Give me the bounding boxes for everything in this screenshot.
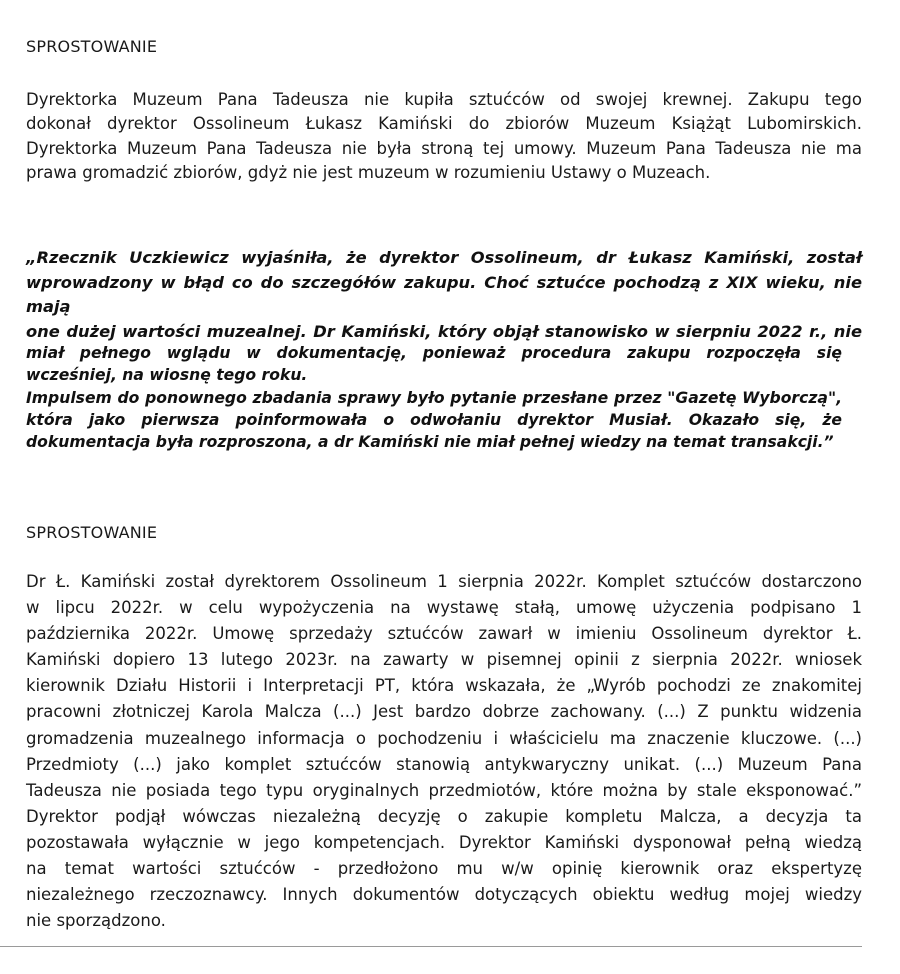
quote-b-line: dokumentacja była rozproszona, a dr Kamiński nie miał pełnej wiedzy na temat transakcji.”	[26, 433, 834, 452]
paragraph-2-line: gromadzenia muzealnego informacja o pochodzeniu i właścicielu ma znaczenie kluczowe. (...)	[26, 728, 862, 748]
quote-b-line: miał pełnego wglądu w dokumentację, ponieważ procedura zakupu rozpoczęła się	[26, 344, 842, 362]
paragraph-2-line: pracowni złotniczej Karola Malcza (...) Jest bardzo dobrze zachowany. (...) Z punktu widzenia	[26, 702, 862, 722]
paragraph-1-line: prawa gromadzić zbiorów, gdyż nie jest muzeum w rozumieniu Ustawy o Muzeach.	[26, 162, 711, 182]
paragraph-2-line: Przedmioty (...) jako komplet sztućców stanowią antykwaryczny unikat. (...) Muzeum Pana	[26, 754, 862, 774]
paragraph-2-line: pozostawała wyłącznie w jego kompetencjach. Dyrektor Kamiński dysponował pełną wiedzą	[26, 832, 862, 852]
paragraph-1-line: Dyrektorka Muzeum Pana Tadeusza nie była stroną tej umowy. Muzeum Pana Tadeusza nie ma	[26, 138, 862, 158]
heading-sprostowanie-2: SPROSTOWANIE	[26, 523, 158, 542]
paragraph-1	[26, 88, 862, 185]
paragraph-2-line: w lipcu 2022r. w celu wypożyczenia na wystawę stałą, umowę użyczenia podpisano 1	[26, 598, 862, 618]
quote-b-line: Impulsem do ponownego zbadania sprawy było pytanie przesłane przez "Gazetę Wyborczą",	[26, 388, 842, 407]
paragraph-2-line: października 2022r. Umowę sprzedaży sztućców zawarł w imieniu Ossolineum dyrektor Ł.	[26, 624, 862, 644]
quote-part-b	[26, 342, 842, 453]
quote-b-line: wcześniej, na wiosnę tego roku.	[26, 366, 308, 385]
paragraph-2-line: kierownik Działu Historii i Interpretacji PT, która wskazała, że „Wyrób pochodzi ze znakomitej	[26, 676, 862, 696]
paragraph-2-line: Kamiński dopiero 13 lutego 2023r. na zawarty w pisemnej opinii z sierpnia 2022r. wniosek	[26, 650, 862, 670]
paragraph-2-line: Dyrektor podjął wówczas niezależną decyzję o zakupie kompletu Malcza, a decyzja ta	[26, 806, 862, 826]
quote-part-a	[26, 246, 862, 344]
paragraph-2-line: nie sporządzono.	[26, 911, 166, 931]
quote-a-line: „Rzecznik Uczkiewicz wyjaśniła, że dyrektor Ossolineum, dr Łukasz Kamiński, został	[26, 248, 862, 267]
paragraph-2-line: na temat wartości sztućców - przedłożono mu w/w opinię kierownik oraz ekspertyzę	[26, 859, 862, 879]
quote-a-line: one dużej wartości muzealnej. Dr Kamiński, który objął stanowisko w sierpniu 2022 r., nie	[26, 321, 862, 341]
paragraph-2	[26, 569, 862, 934]
paragraph-1-line: dokonał dyrektor Ossolineum Łukasz Kamiński do zbiorów Muzeum Książąt Lubomirskich.	[26, 114, 862, 134]
paragraph-2-line: niezależnego rzeczoznawcy. Innych dokumentów dotyczących obiektu według mojej wiedzy	[26, 885, 862, 905]
paragraph-2-line: Tadeusza nie posiada tego typu oryginalnych przedmiotów, które można by stale eksponować.”	[26, 780, 862, 800]
bottom-divider	[0, 946, 862, 947]
heading-sprostowanie-1: SPROSTOWANIE	[26, 37, 158, 56]
quote-b-line: która jako pierwsza poinformowała o odwołaniu dyrektor Musiał. Okazało się, że	[26, 410, 842, 429]
paragraph-2-line: Dr Ł. Kamiński został dyrektorem Ossolineum 1 sierpnia 2022r. Komplet sztućców dostarczono	[26, 572, 862, 591]
quote-a-line: wprowadzony w błąd co do szczegółów zakupu. Choć sztućce pochodzą z XIX wieku, nie mają	[26, 272, 862, 316]
paragraph-1-line: Dyrektorka Muzeum Pana Tadeusza nie kupiła sztućców od swojej krewnej. Zakupu tego	[26, 90, 862, 109]
